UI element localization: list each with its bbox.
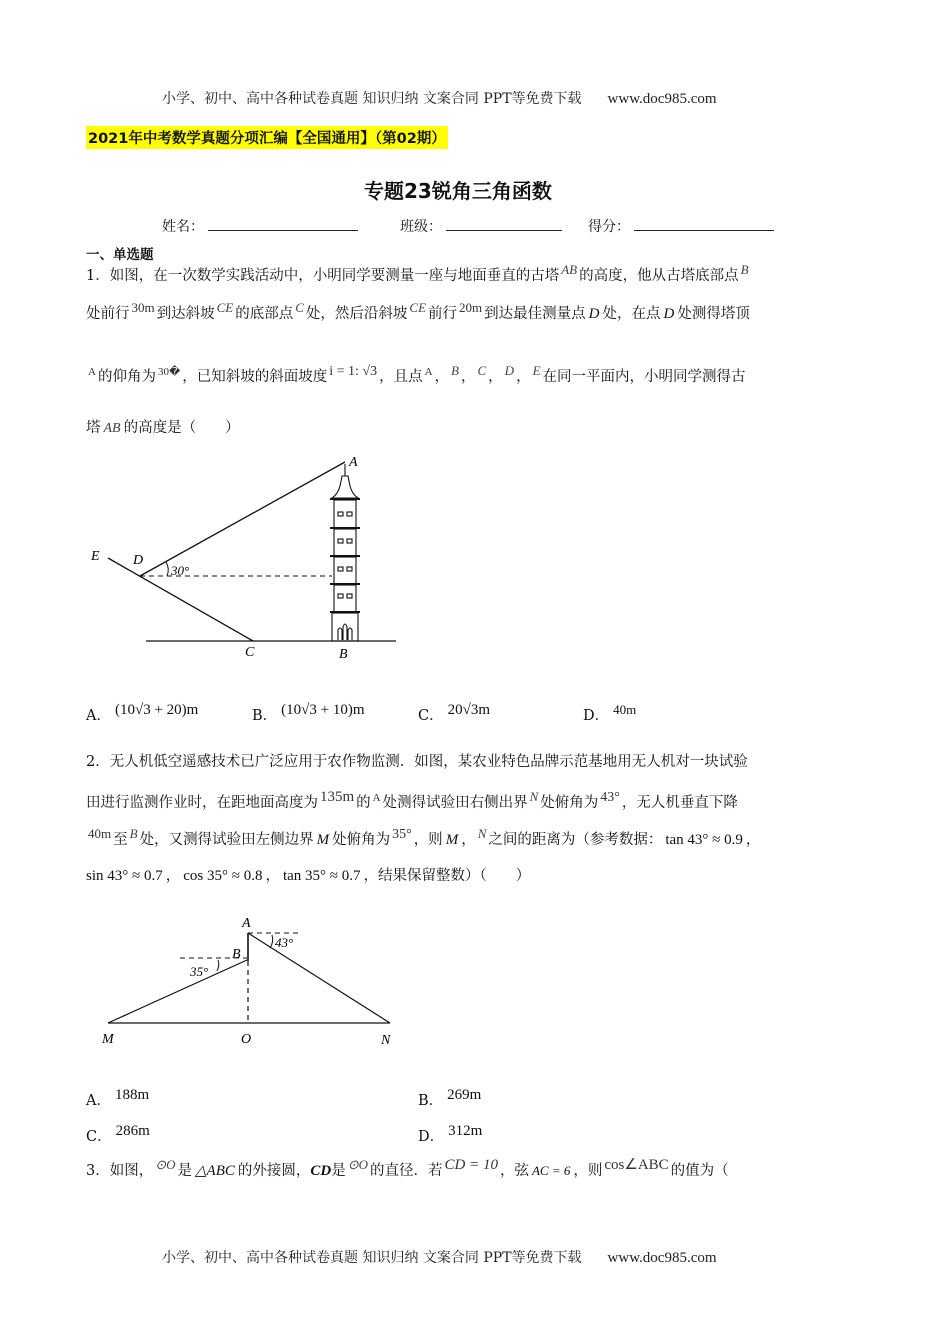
angle-label-35: 35° [190,964,209,979]
line-an [248,933,390,1023]
student-info-fields [162,216,774,236]
label-a: A [349,455,358,470]
name-field[interactable]: 姓名： [162,216,358,236]
angle-label-43: 43° [275,935,294,950]
q2-line3: 40m 至 B 处，又测得试验田左侧边界 M 处俯角为 35° ，则 M ， N 之间的距离为（参考数据： tan 43° ≈ 0.9 ， [88,826,761,848]
score-field[interactable]: 得分： [588,216,774,236]
class-field[interactable]: 班级： [400,216,562,236]
angle-arc [166,562,168,576]
tower-icon [330,464,360,641]
sight-line [140,462,345,576]
q2-option-a[interactable]: A． 188m [86,1087,150,1109]
label-b: B [339,647,348,662]
q2-option-b[interactable]: B． 269m [418,1087,482,1109]
q3-line1: 3．如图， ⊙O 是 △ABC 的外接圆，CD是 ⊙O 的直径．若 CD = 10 ，弦 AC = 6 ，则 cos∠ABC 的值为（ [86,1157,729,1179]
angle-arc-35 [217,960,219,971]
page-header [162,88,717,108]
q1-option-d[interactable]: D． 40m [583,702,637,724]
label-o: O [241,1032,252,1047]
footer-url[interactable]: www.doc985.com [607,1250,717,1266]
q2-line2: 田进行监测作业时，在距地面高度为 135m 的 $^A$ 处测得试验田右侧出界 N 处俯角为 43° ，无人机垂直下降 [86,789,738,811]
footer-text: 小学、初中、高中各种试卷真题 知识归纳 文案合同 PPT等免费下载 [162,1250,582,1266]
header-text: 小学、初中、高中各种试卷真题 知识归纳 文案合同 PPT等免费下载 [162,91,582,107]
line-bm [108,960,247,1023]
label-n: N [381,1033,391,1048]
q1-line2: 处前行 30m 到达斜坡 CE 的底部点 C 处，然后沿斜坡 CE 前行 20m 到达最佳测量点 D 处，在点 D 处测得塔顶 [86,300,750,322]
label-m: M [102,1032,114,1047]
section-heading: 一、单选题 [86,247,154,263]
label-c: C [245,645,255,660]
page-title: 专题23锐角三角函数 [364,179,552,203]
q1-line3: $^A$ 的仰角为 $^{30�}$ ，已知斜坡的斜面坡度 i = 1: √3 ，且点 $^A$ ， B ， C ， D ， E 在同一平面内，小明同学测得古 [88,363,746,385]
q2-line4: sin 43° ≈ 0.7 ， cos 35° ≈ 0.8 ， tan 35° ≈ 0.7 ，结果保留整数）（ ） [86,868,531,884]
q2-option-c[interactable]: C． 286m [86,1123,150,1145]
label-b: B [232,947,241,962]
q2-line1: 2．无人机低空遥感技术已广泛应用于农作物监测．如图，某农业特色品牌示范基地用无人机对一块试验 [86,754,748,770]
series-banner: 2021年中考数学真题分项汇编【全国通用】（第02期） [86,126,448,149]
q1-option-c[interactable]: C． 20√3m [418,702,491,724]
q2-option-d[interactable]: D． 312m [418,1123,483,1145]
label-a: A [242,916,251,931]
angle-label: 30° [171,563,190,578]
q2-figure-drone [90,905,410,1055]
q1-figure-tower [80,450,410,670]
q1-line1: 1．如图，在一次数学实践活动中，小明同学要测量一座与地面垂直的古塔 AB 的高度，他从古塔底部点 B [86,262,749,284]
q1-line4: 塔 AB 的高度是（ ） [86,420,240,436]
page-footer [162,1247,717,1267]
label-e: E [91,549,100,564]
q1-option-b[interactable]: B． (10√3 + 10)m [252,702,365,724]
angle-arc-43 [270,935,273,948]
label-d: D [133,553,144,568]
q1-option-a[interactable]: A． (10√3 + 20)m [86,702,199,724]
header-url[interactable]: www.doc985.com [607,91,717,107]
